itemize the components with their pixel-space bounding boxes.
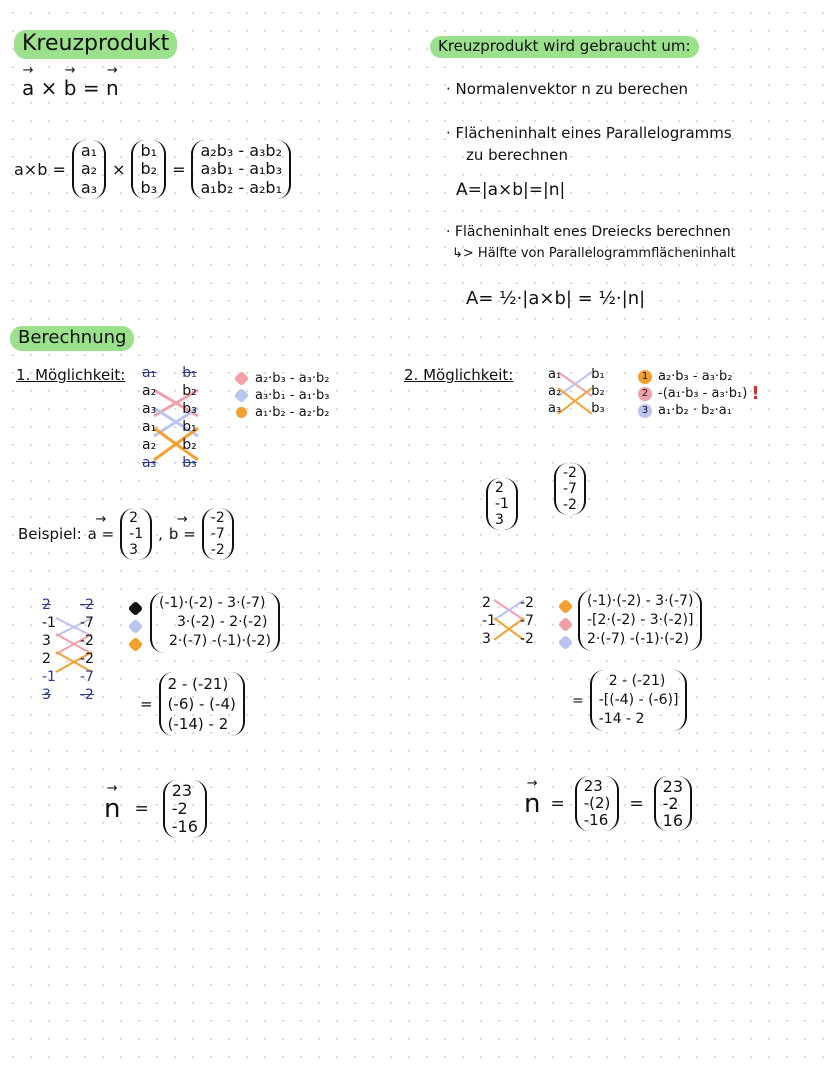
example-vector-a xyxy=(120,508,152,560)
c2-a2: -1 xyxy=(482,613,496,629)
method2-label: 2. Möglichkeit: xyxy=(404,366,514,384)
c1-row-2: 3·(-2) - 2·(-2) xyxy=(177,614,268,630)
c2-result-equals-2: = xyxy=(629,793,644,814)
m1-a3: a₃ xyxy=(142,401,157,417)
ex-b2: -7 xyxy=(210,526,225,543)
m2-a2: a₂ xyxy=(548,384,562,399)
calc1-result-vector xyxy=(163,780,207,838)
c2-simp-1: 2 - (-21) xyxy=(608,673,666,689)
c1-simp-3: (-14) - 2 xyxy=(167,715,229,733)
example-a-name: → a = xyxy=(88,525,115,543)
ex-a2: -1 xyxy=(129,526,144,543)
exclamation-mark: ! xyxy=(751,383,760,404)
calc1-result xyxy=(104,780,207,838)
calc1-markers xyxy=(130,598,149,652)
c2-b2: -7 xyxy=(519,613,534,629)
m2-b2: b₂ xyxy=(591,384,605,399)
m2-ex-a2: -1 xyxy=(495,496,509,513)
m2-b3: b₃ xyxy=(591,401,605,416)
vector-a-symbol: → a xyxy=(22,76,34,100)
method2-example-vectors xyxy=(486,465,586,530)
m1-b1: b₁ xyxy=(182,419,197,435)
c2-equals: = xyxy=(572,692,584,709)
c2-mid-2: -(2) xyxy=(583,794,611,812)
vector-a xyxy=(72,140,106,199)
triangle-formula: A= ½·|a×b| = ½·|n| xyxy=(466,288,646,309)
c1-res-3: -16 xyxy=(171,817,198,836)
orange-marker-icon xyxy=(128,637,144,653)
c1-simp-1: 2 - (-21) xyxy=(167,675,229,693)
m1-b3-bottom: b₃ xyxy=(182,455,197,471)
calc2-result-mid-vector xyxy=(575,776,620,831)
c1-b3-bottom: -2 xyxy=(79,687,94,703)
m1-b1-top: b₁ xyxy=(182,365,197,381)
a1: a₁ xyxy=(80,141,98,160)
vector-b xyxy=(131,140,166,199)
use-item-parallelogram-line1: Flächeninhalt eines Parallelogramms xyxy=(455,124,732,142)
c1-simp-2: (-6) - (-4) xyxy=(167,695,236,713)
page-title: Kreuzprodukt xyxy=(14,30,177,59)
formula-lhs: a×b = xyxy=(14,160,66,180)
c2-row-3: 2·(-7) -(-1)·(-2) xyxy=(587,631,689,647)
c2-a3: 3 xyxy=(482,631,491,647)
equals-operator: = xyxy=(172,160,186,180)
use-item-parallelogram: · Flächeninhalt eines Parallelogramms xyxy=(446,124,732,142)
c1-row-1: (-1)·(-2) - 3·(-7) xyxy=(159,595,266,611)
calc1-expression-vector xyxy=(150,592,280,653)
c2-a1: 2 xyxy=(482,595,491,611)
m2-legend-row-3: a₁·b₂ · b₂·a₁ xyxy=(658,403,732,418)
cross-product-formula xyxy=(14,140,291,199)
c2-mid-3: -16 xyxy=(583,811,609,829)
c1-b2-repeat: -7 xyxy=(79,669,94,685)
use-item-triangle-line1: Flächeninhalt enes Dreiecks berechnen xyxy=(454,224,731,240)
b2: b₂ xyxy=(140,159,158,179)
example-vector-b xyxy=(202,508,234,560)
vector-b-symbol: → b xyxy=(64,76,77,100)
example-label: Beispiel: xyxy=(18,525,82,544)
m1-a1: a₁ xyxy=(142,419,157,435)
ex-a3: 3 xyxy=(129,542,139,559)
orange-marker-icon xyxy=(236,407,247,418)
c1-b1-top: -2 xyxy=(79,597,94,613)
use-item-normal-text: Normalenvektor n zu berechen xyxy=(455,80,689,98)
example-b-name: → b = xyxy=(169,525,196,543)
c1-a3-bottom: 3 xyxy=(42,687,51,703)
m2-ex-b2: -7 xyxy=(562,481,577,498)
m2-example-vector-a xyxy=(486,478,518,530)
area-formula: A=|a×b|=|n| xyxy=(456,180,566,200)
calc2-markers xyxy=(560,596,579,650)
calc1-expression xyxy=(150,592,280,653)
m1-b2-repeat: b₂ xyxy=(182,437,197,453)
use-item-parallelogram-line2: zu berechnen xyxy=(466,146,568,164)
c2-n-label: → n xyxy=(524,789,540,819)
times-symbol: × xyxy=(40,76,58,100)
c2-simp-3: -14 - 2 xyxy=(598,711,645,727)
use-item-triangle: · Flächeninhalt enes Dreiecks berechnen xyxy=(446,224,731,240)
calc2-expression-vector xyxy=(578,590,702,651)
m2-a3: a₃ xyxy=(548,401,562,416)
vector-n-symbol: → n xyxy=(106,76,119,100)
c1-b2: -7 xyxy=(79,615,94,631)
c1-a3: 3 xyxy=(42,633,51,649)
orange-marker-icon xyxy=(558,599,574,615)
ex-b3: -2 xyxy=(210,542,225,559)
calc2-simplified-vector xyxy=(590,670,688,731)
c1-result-equals: = xyxy=(134,799,149,819)
c2-simp-2: -[(-4) - (-6)] xyxy=(598,692,679,708)
c1-b3: -2 xyxy=(79,633,94,649)
result-row-3: a₁b₂ - a₂b₁ xyxy=(200,177,282,197)
c2-row-1: (-1)·(-2) - 3·(-7) xyxy=(587,593,694,609)
m2-example-vector-b xyxy=(554,463,586,515)
c2-b3: -2 xyxy=(519,631,534,647)
c1-equals: = xyxy=(140,695,153,713)
definition-line xyxy=(22,76,119,100)
calc1-simplified-vector xyxy=(159,672,245,736)
c2-b1: -2 xyxy=(519,595,534,611)
calc1-simplified xyxy=(140,672,245,736)
section-title-berechnung: Berechnung xyxy=(10,326,134,351)
method1-label: 1. Möglichkeit: xyxy=(16,366,126,384)
calc2-simplified xyxy=(572,670,687,731)
m2-ex-a3: 3 xyxy=(495,512,504,529)
blue-marker-icon xyxy=(558,635,574,651)
c1-a2-repeat: -1 xyxy=(42,669,56,685)
result-vector xyxy=(191,140,291,199)
m1-a2-repeat: a₂ xyxy=(142,437,157,453)
times-operator: × xyxy=(112,160,126,180)
c2-res-2: -2 xyxy=(662,794,679,813)
m1-legend-row-3: a₁·b₂ - a₂·b₂ xyxy=(255,405,330,420)
calc2-result-vector xyxy=(654,776,692,831)
m2-ex-a1: 2 xyxy=(495,480,504,496)
method1-legend xyxy=(236,370,330,421)
m1-b3: b₃ xyxy=(182,401,197,417)
m2-b1: b₁ xyxy=(591,367,605,382)
result-row-2: a₃b₁ - a₁b₃ xyxy=(200,159,282,179)
m1-a2: a₂ xyxy=(142,383,157,399)
ex-a1: 2 xyxy=(129,510,139,526)
m1-legend-row-1: a₂·b₃ - a₃·b₂ xyxy=(255,371,330,386)
calc2-expression xyxy=(578,590,702,651)
m1-legend-row-2: a₃·b₁ - a₁·b₃ xyxy=(255,388,330,403)
c1-a2: -1 xyxy=(42,615,56,631)
a2: a₂ xyxy=(80,159,98,179)
c1-res-2: -2 xyxy=(171,799,188,818)
m1-b2: b₂ xyxy=(182,383,197,399)
m1-a3-bottom: a₃ xyxy=(142,455,157,471)
method2-legend xyxy=(638,368,760,419)
c1-row-3: 2·(-7) -(-1)·(-2) xyxy=(169,633,271,649)
blue-marker-icon xyxy=(128,619,144,635)
c2-res-1: 23 xyxy=(662,777,684,796)
c2-res-3: 16 xyxy=(662,811,684,830)
pink-marker-icon xyxy=(234,371,250,387)
c1-b1: -2 xyxy=(79,651,94,667)
m2-a1: a₁ xyxy=(548,367,562,382)
m2-legend-row-1: a₂·b₃ - a₃·b₂ xyxy=(658,369,733,384)
number-3-badge: 3 xyxy=(638,404,652,418)
blue-marker-icon xyxy=(234,388,250,404)
c1-a1-top: 2 xyxy=(42,597,51,613)
uses-title: Kreuzprodukt wird gebraucht um: xyxy=(430,36,699,58)
c2-mid-1: 23 xyxy=(583,777,603,795)
c1-res-1: 23 xyxy=(171,781,193,800)
example-vectors xyxy=(18,508,234,560)
c1-a1: 2 xyxy=(42,651,51,667)
m2-legend-row-2: -(a₁·b₃ - a₃·b₁) xyxy=(658,386,748,401)
m2-ex-b3: -2 xyxy=(562,497,577,514)
c1-n-label: → n xyxy=(104,794,120,824)
number-1-badge: 1 xyxy=(638,370,652,384)
use-item-triangle-line2: ↳> Hälfte von Parallelogrammflächeninhalt xyxy=(452,246,736,261)
m1-a1-top: a₁ xyxy=(142,365,157,381)
black-marker-icon xyxy=(128,601,144,617)
b1: b₁ xyxy=(140,141,158,160)
example-comma: , xyxy=(158,525,163,544)
result-row-1: a₂b₃ - a₃b₂ xyxy=(200,141,282,160)
calc2-result xyxy=(524,776,692,831)
a3: a₃ xyxy=(80,177,98,197)
c2-row-2: -[2·(-2) - 3·(-2)] xyxy=(587,612,694,628)
b3: b₃ xyxy=(140,177,158,197)
pink-marker-icon xyxy=(558,617,574,633)
equals-symbol: = xyxy=(82,76,100,100)
c2-result-equals: = xyxy=(550,793,565,814)
use-item-normal: · Normalenvektor n zu berechen xyxy=(446,80,689,98)
ex-b1: -2 xyxy=(210,510,225,526)
number-2-badge: 2 xyxy=(638,387,652,401)
m2-ex-b1: -2 xyxy=(562,465,577,481)
